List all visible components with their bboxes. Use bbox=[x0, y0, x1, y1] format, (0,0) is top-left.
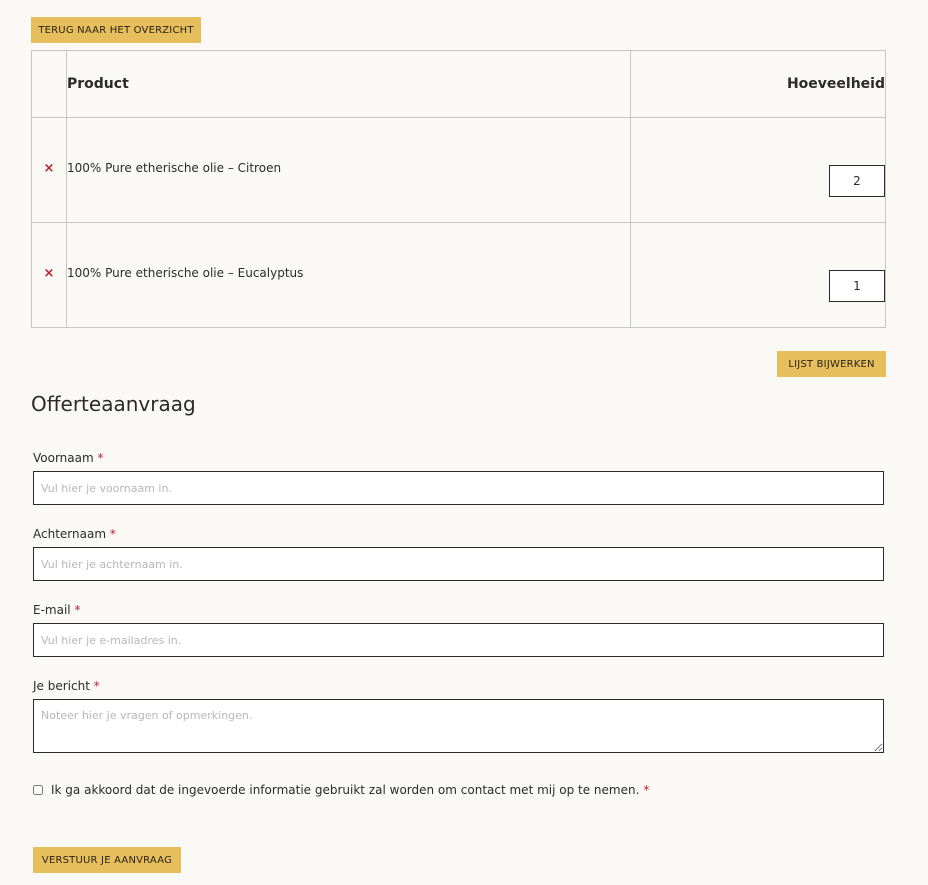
email-label bbox=[33, 603, 80, 617]
quantity-input[interactable] bbox=[829, 165, 885, 197]
consent-label: Ik ga akkoord dat de ingevoerde informatie gebruikt zal worden om contact met mij op te nemen. bbox=[51, 783, 640, 797]
quote-cart-table bbox=[31, 50, 886, 328]
first-name-label bbox=[33, 451, 104, 465]
remove-item-icon[interactable]: × bbox=[43, 265, 55, 281]
table-header-row bbox=[32, 51, 886, 118]
first-name-label-text: Voornaam bbox=[33, 451, 94, 465]
last-name-input[interactable] bbox=[33, 547, 884, 581]
message-label-text: Je bericht bbox=[33, 679, 90, 693]
table-row bbox=[32, 118, 886, 223]
quantity-cell bbox=[631, 223, 886, 328]
remove-cell bbox=[32, 118, 67, 223]
first-name-input[interactable] bbox=[33, 471, 884, 505]
remove-cell bbox=[32, 223, 67, 328]
email-label-text: E-mail bbox=[33, 603, 71, 617]
quantity-column-header: Hoeveelheid bbox=[631, 51, 886, 118]
product-cell bbox=[67, 223, 631, 328]
required-marker: * bbox=[109, 527, 116, 541]
form-title: Offerteaanvraag bbox=[31, 392, 196, 416]
message-label bbox=[33, 679, 100, 693]
product-name: 100% Pure etherische olie – Eucalyptus bbox=[67, 266, 304, 280]
last-name-label-text: Achternaam bbox=[33, 527, 107, 541]
consent-row bbox=[33, 783, 649, 797]
remove-column-header bbox=[32, 51, 67, 118]
email-input[interactable] bbox=[33, 623, 884, 657]
message-textarea[interactable] bbox=[33, 699, 884, 753]
table-row bbox=[32, 223, 886, 328]
quantity-cell bbox=[631, 118, 886, 223]
required-marker: * bbox=[97, 451, 104, 465]
consent-checkbox[interactable] bbox=[33, 785, 43, 795]
remove-item-icon[interactable]: × bbox=[43, 160, 55, 176]
back-to-overview-button[interactable]: TERUG NAAR HET OVERZICHT bbox=[31, 17, 201, 43]
product-column-header: Product bbox=[67, 51, 631, 118]
product-cell bbox=[67, 118, 631, 223]
submit-request-button[interactable]: VERSTUUR JE AANVRAAG bbox=[33, 847, 181, 873]
last-name-label bbox=[33, 527, 116, 541]
update-list-button[interactable]: LIJST BIJWERKEN bbox=[777, 351, 886, 377]
required-marker: * bbox=[93, 679, 100, 693]
quantity-input[interactable] bbox=[829, 270, 885, 302]
required-marker: * bbox=[643, 783, 650, 797]
required-marker: * bbox=[74, 603, 81, 617]
product-name: 100% Pure etherische olie – Citroen bbox=[67, 161, 282, 175]
